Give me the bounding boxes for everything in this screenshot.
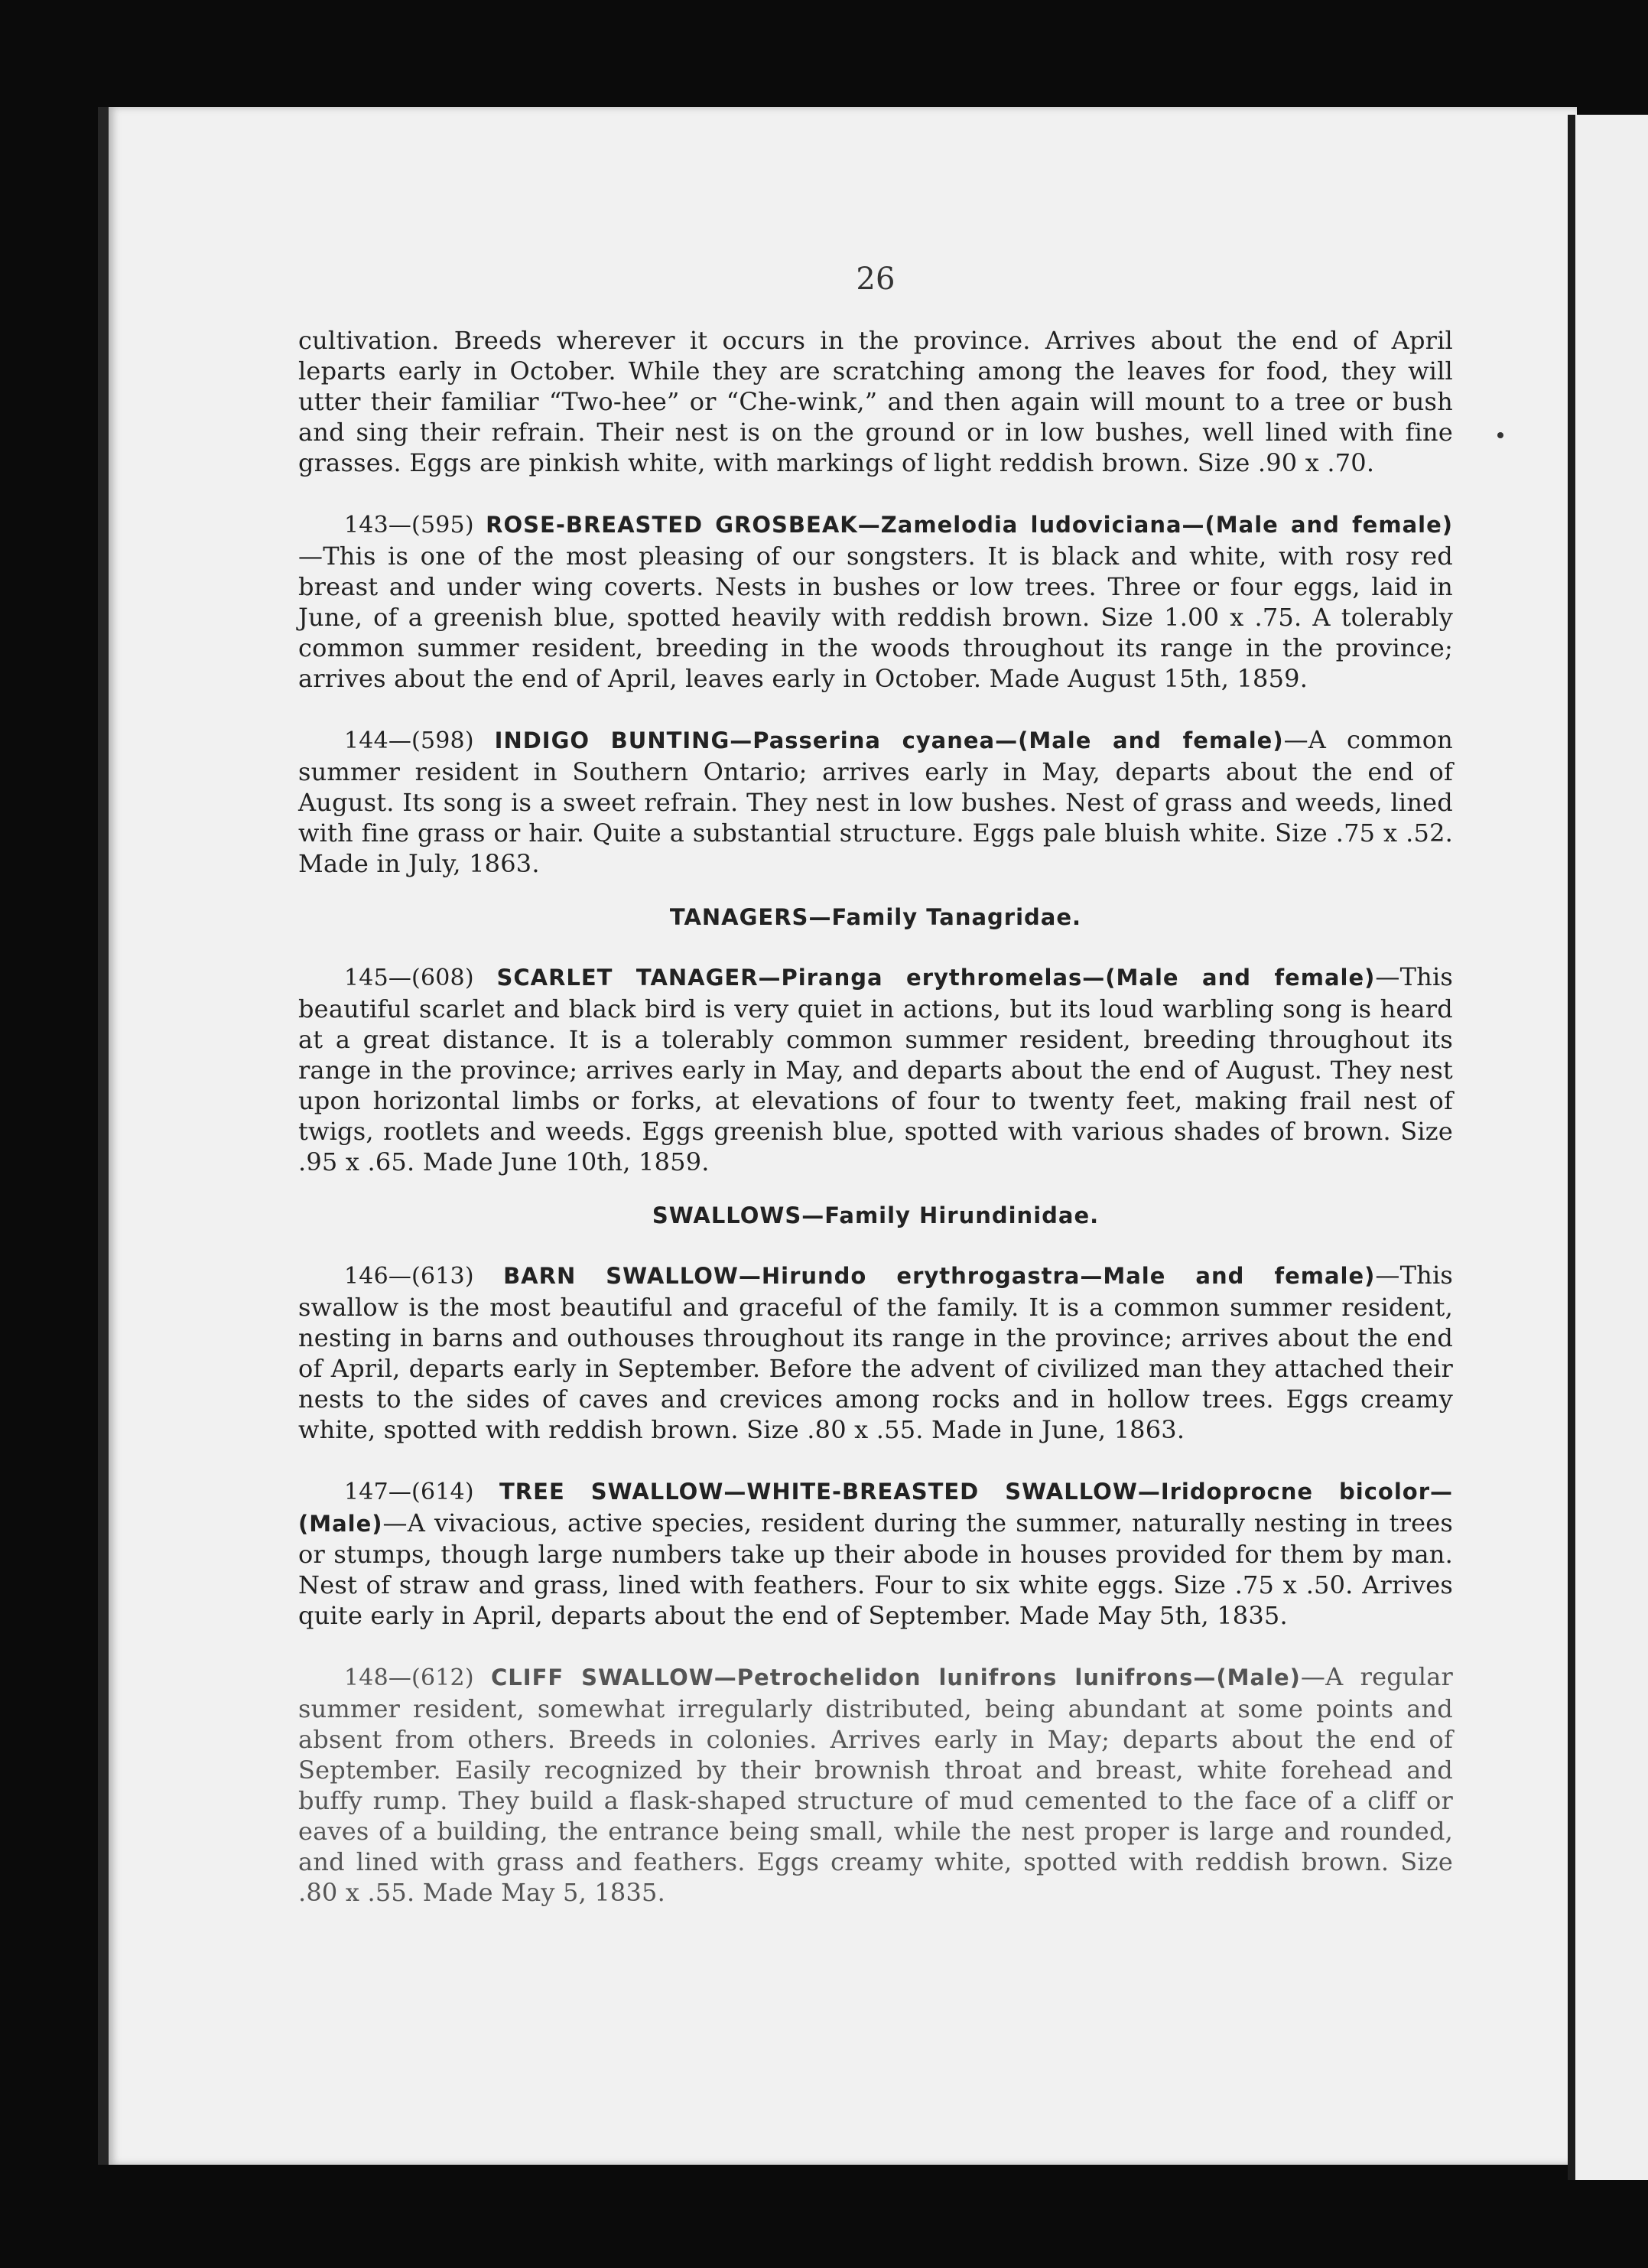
entry-text: —This is one of the most pleasing of our songsters. It is black and white, with rosy red breast and under wing coverts. Nests in bushes or low trees. Three or four eggs, laid in June, of a greenish blue, spotted heavily with reddish brown. Size 1.00 x .75. A tolerably common summer resident, breeding in the woods throughout its range in the province; arrives about the end of April, leaves early in October. Made August 15th, 1859. [298,542,1453,693]
entry-146 [298,1260,1453,1445]
page-number: 26 [856,262,896,297]
section-heading-swallows: SWALLOWS—Family Hirundinidae. [652,1202,1100,1228]
entries-grosbeak-bunting [298,509,1453,879]
entry-text: —This beautiful scarlet and black bird is very quiet in actions, but its loud warbling song is heard at a great distance. It is a tolerably common summer resident, breeding throughout its range in the province; arrives early in May, and departs about the end of August. They nest upon horizontal limbs or forks, at elevations of four to twenty feet, making frail nest of twigs, rootlets and weeds. Eggs greenish blue, spotted with various shades of brown. Size .95 x .65. Made June 10th, 1859. [298,962,1453,1176]
entry-heading: TREE SWALLOW—WHITE-BREASTED SWALLOW—Iridoprocne bicolor—(Male) [298,1479,1453,1537]
entry-text: —A common summer resident in Southern Ontario; arrives early in May, departs about the end of August. Its song is a sweet refrain. They nest in low bushes. Nest of grass and weeds, lined with fine grass or hair. Quite a substantial structure. Eggs pale bluish white. Size .75 x .52. Made in July, 1863. [298,725,1453,878]
entry-heading: SCARLET TANAGER—Piranga erythromelas—(Male and female) [496,965,1376,991]
entry-text: —A regular summer resident, somewhat irregularly distributed, being abundant at some points and absent from others. Breeds in colonies. Arrives early in May; departs about the end of September. Easily recognized by their brownish throat and breast, white forehead and buffy rump. They build a flask-shaped structure of mud cemented to the face of a cliff or eaves of a building, the entrance being small, while the nest proper is large and rounded, and lined with grass and feathers. Eggs creamy white, spotted with reddish brown. Size .80 x .55. Made May 5, 1835. [298,1662,1453,1907]
entry-number: 148—(612) [344,1664,474,1691]
entry-heading: CLIFF SWALLOW—Petrochelidon lunifrons lunifrons—(Male) [491,1664,1301,1690]
entry-text: —A vivacious, active species, resident during the summer, naturally nesting in trees or stumps, though large numbers take up their abode in houses provided for them by man. Nest of straw and grass, lined with feathers. Four to six white eggs. Size .75 x .50. Arrives quite early in April, departs about the end of September. Made May 5th, 1835. [298,1508,1453,1630]
entry-number: 146—(613) [344,1263,474,1290]
entry-heading: BARN SWALLOW—Hirundo erythrogastra—Male and female) [503,1263,1376,1289]
entry-148 [298,1661,1453,1908]
speck-mark [1497,432,1503,438]
entry-text: —This swallow is the most beautiful and graceful of the family. It is a common summer resident, nesting in barns and outhouses throughout its range in the province; arrives about the end of April, departs early in September. Before the advent of civilized man they attached their nests to the sides of caves and crevices among rocks and in hollow trees. Eggs creamy white, spotted with reddish brown. Size .80 x .55. Made in June, 1863. [298,1261,1454,1444]
entry-143 [298,509,1453,694]
entry-heading: ROSE-BREASTED GROSBEAK—Zamelodia ludoviciana—(Male and female) [486,512,1454,538]
entry-144 [298,724,1453,879]
entry-145 [298,962,1453,1177]
page-content [298,264,1453,1938]
entry-number: 145—(608) [344,965,474,991]
intro-paragraph: cultivation. Breeds wherever it occurs in the province. Arrives about the end of April leparts early in October. While they are scratching among the leaves for food, they will utter their familiar “Two-hee” or “Che-wink,” and then again will mount to a tree or bush and sing their refrain. Their nest is on the ground or in low bushes, well lined with fine grasses. Eggs are pinkish white, with markings of light reddish brown. Size .90 x .70. [298,326,1453,477]
entry-number: 143—(595) [344,512,474,539]
section-heading-tanagers: TANAGERS—Family Tanagridae. [669,904,1082,930]
entry-number: 147—(614) [344,1479,474,1505]
entry-number: 144—(598) [344,727,474,754]
entry-heading: INDIGO BUNTING—Passerina cyanea—(Male and female) [494,727,1284,753]
entry-147 [298,1476,1453,1631]
facing-page-edge [1568,115,1648,2180]
